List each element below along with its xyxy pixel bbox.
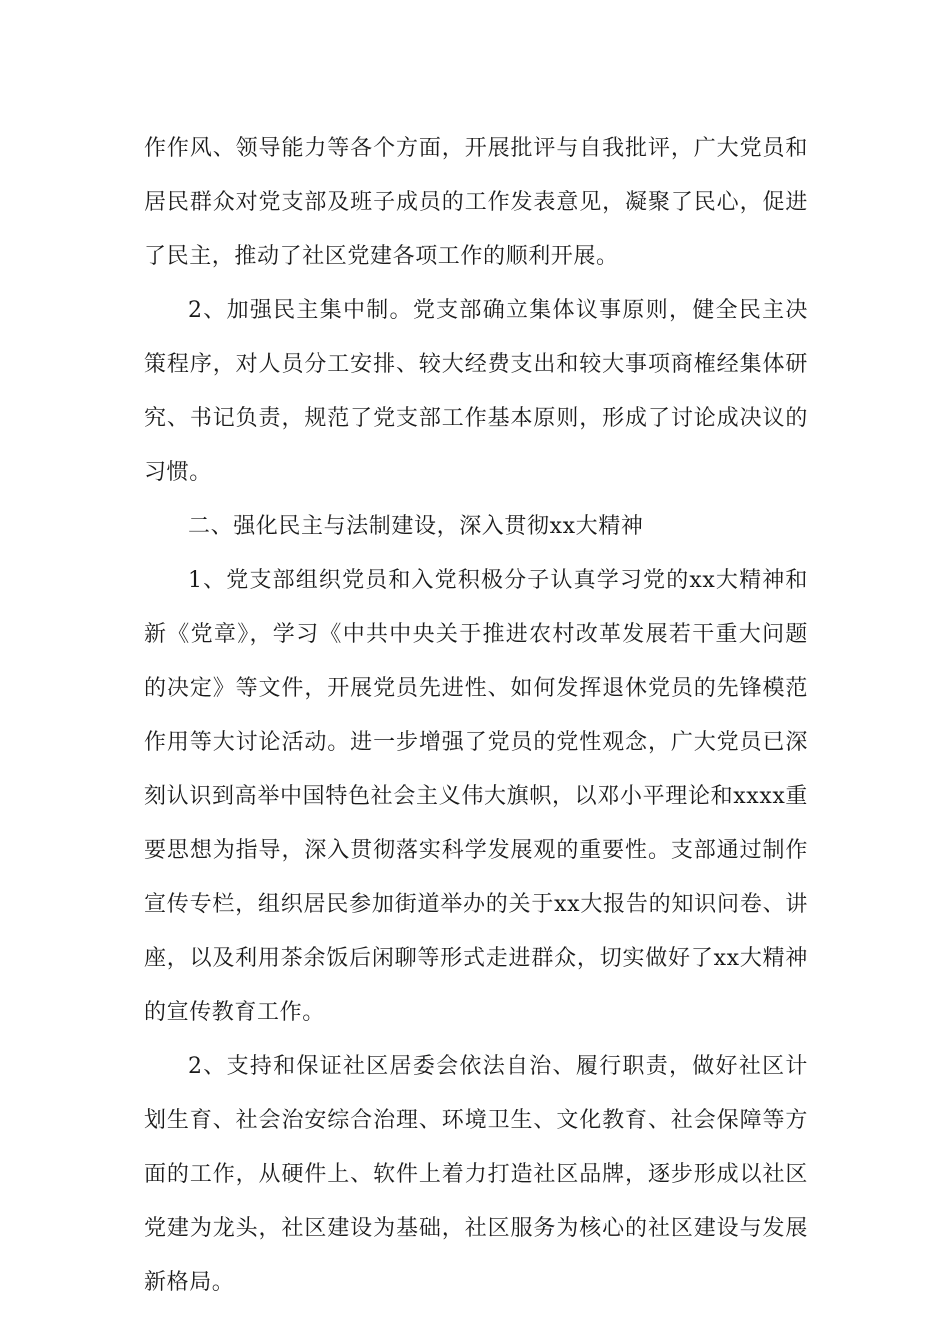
section-heading-two: 二、强化民主与法制建设，深入贯彻xx大精神 xyxy=(188,514,644,539)
paragraph-continuation: 作作风、领导能力等各个方面，开展批评与自我批评，广大党员和居民群众对党支部及班子成员的工作发表意见，凝聚了民心，促进了民主，推动了社区党建各项工作的顺利开展。 xyxy=(144,136,808,269)
paragraph-party-study: 1、党支部组织党员和入党积极分子认真学习党的xx大精神和新《党章》，学习《中共中央关于推进农村改革发展若干重大问题的决定》等文件，开展党员先进性、如何发挥退休党员的先锋模范作用等大讨论活动。进一步增强了党员的党性观念，广大党员已深刻认识到高举中国特色社会主义伟大旗帜，以邓小平理论和xxxx重要思想为指导，深入贯彻落实科学发展观的重要性。支部通过制作宣传专栏，组织居民参加街道举办的关于xx大报告的知识问卷、讲座，以及利用茶余饭后闲聊等形式走进群众，切实做好了xx大精神的宣传教育工作。 xyxy=(144,568,808,1025)
paragraph-community-autonomy: 2、支持和保证社区居委会依法自治、履行职责，做好社区计划生育、社会治安综合治理、环境卫生、文化教育、社会保障等方面的工作，从硬件上、软件上着力打造社区品牌，逐步形成以社区党建为龙头，社区建设为基础，社区服务为核心的社区建设与发展新格局。 xyxy=(144,1054,808,1295)
document-body xyxy=(144,122,808,1310)
paragraph-democratic-centralism: 2、加强民主集中制。党支部确立集体议事原则，健全民主决策程序，对人员分工安排、较大经费支出和较大事项商榷经集体研究、书记负责，规范了党支部工作基本原则，形成了讨论成决议的习惯。 xyxy=(144,298,808,485)
